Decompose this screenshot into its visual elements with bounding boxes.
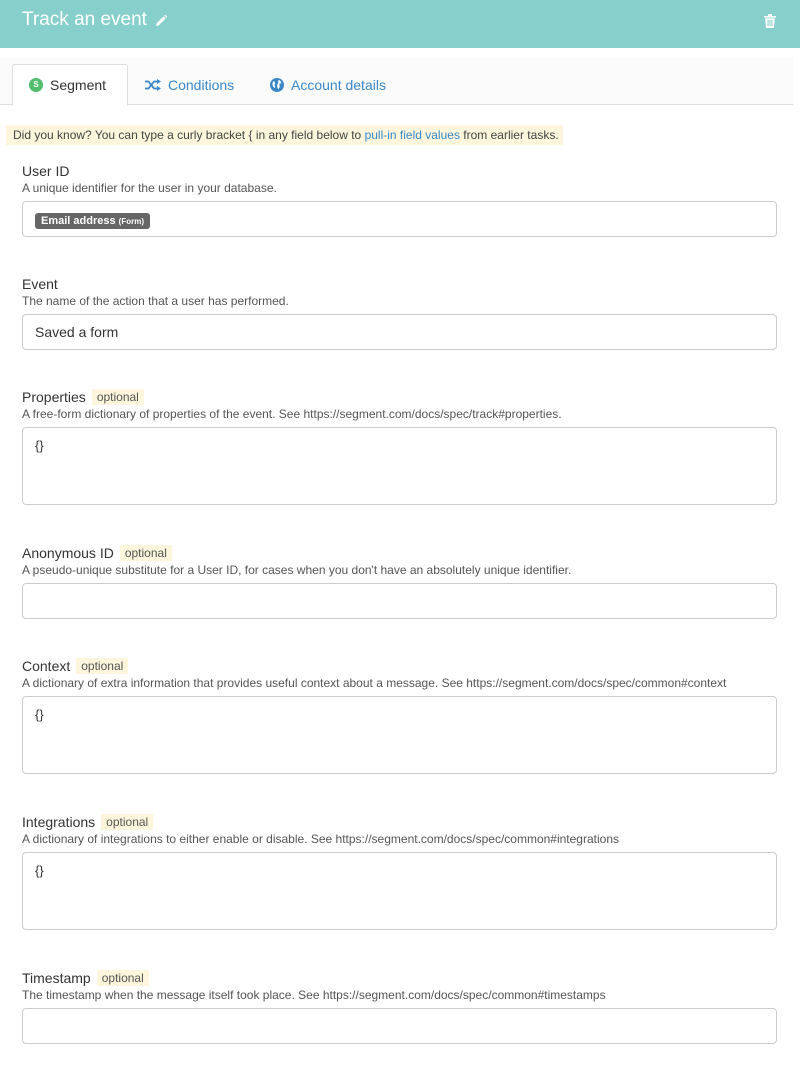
- field-description: The name of the action that a user has performed.: [22, 294, 289, 308]
- field-label: Event: [22, 276, 58, 292]
- optional-badge: optional: [92, 389, 144, 405]
- field-event: [22, 275, 777, 350]
- field-label: Properties: [22, 389, 86, 405]
- field-context: [22, 657, 777, 774]
- optional-badge: optional: [97, 970, 149, 986]
- tab-bar: [0, 58, 793, 105]
- page-title: Track an event: [22, 9, 147, 30]
- field-label: Anonymous ID: [22, 545, 114, 561]
- field-timestamp: [22, 969, 777, 1044]
- tab-conditions[interactable]: [145, 64, 234, 105]
- field-description: A free-form dictionary of properties of the event. See https://segment.com/docs/spec/track#properties.: [22, 407, 562, 421]
- field-description: A unique identifier for the user in your database.: [22, 181, 277, 195]
- tab-label: Conditions: [168, 76, 235, 93]
- edit-pencil-icon[interactable]: [154, 14, 168, 28]
- globe-icon: [270, 78, 284, 92]
- field-label: User ID: [22, 163, 70, 179]
- optional-badge: optional: [101, 814, 153, 830]
- optional-badge: optional: [120, 545, 172, 561]
- field-label: Context: [22, 658, 71, 674]
- tip-text: Did you know? You can type a curly bracket { in any field below to: [13, 128, 362, 142]
- field-user-id: [22, 162, 777, 237]
- event-input[interactable]: Saved a form: [22, 314, 777, 350]
- info-tip: [6, 125, 563, 145]
- properties-textarea[interactable]: {}: [22, 427, 777, 505]
- page-header: [0, 0, 800, 48]
- segment-logo-icon: S: [29, 78, 43, 92]
- field-label: Integrations: [22, 814, 96, 830]
- pull-in-field-values-link[interactable]: pull-in field values: [364, 128, 460, 142]
- integrations-textarea[interactable]: {}: [22, 852, 777, 930]
- trash-icon[interactable]: [764, 14, 776, 28]
- field-description: A pseudo-unique substitute for a User ID, for cases when you don't have an absolutely unique identifier.: [22, 563, 572, 577]
- token-name: Email address: [41, 215, 116, 227]
- field-anonymous-id: [22, 544, 777, 619]
- tip-text-suffix: from earlier tasks.: [463, 128, 559, 142]
- user-id-input[interactable]: [22, 201, 777, 237]
- optional-badge: optional: [76, 658, 128, 674]
- context-textarea[interactable]: {}: [22, 696, 777, 774]
- field-token[interactable]: [35, 213, 150, 229]
- tab-account-details[interactable]: [270, 64, 386, 105]
- field-integrations: [22, 813, 777, 930]
- field-label: Timestamp: [22, 970, 91, 986]
- field-description: A dictionary of integrations to either enable or disable. See https://segment.com/docs/spec/common#integrations: [22, 832, 619, 846]
- shuffle-icon: [145, 79, 161, 91]
- field-description: The timestamp when the message itself took place. See https://segment.com/docs/spec/common#timestamps: [22, 988, 606, 1002]
- timestamp-input[interactable]: [22, 1008, 777, 1044]
- token-source: (Form): [118, 217, 144, 226]
- tab-segment[interactable]: [12, 64, 128, 106]
- anonymous-id-input[interactable]: [22, 583, 777, 619]
- field-description: A dictionary of extra information that provides useful context about a message. See https://segment.com/docs/spec/common#context: [22, 676, 727, 690]
- tab-label: Account details: [291, 76, 386, 93]
- field-properties: [22, 388, 777, 505]
- tab-label: Segment: [50, 77, 107, 93]
